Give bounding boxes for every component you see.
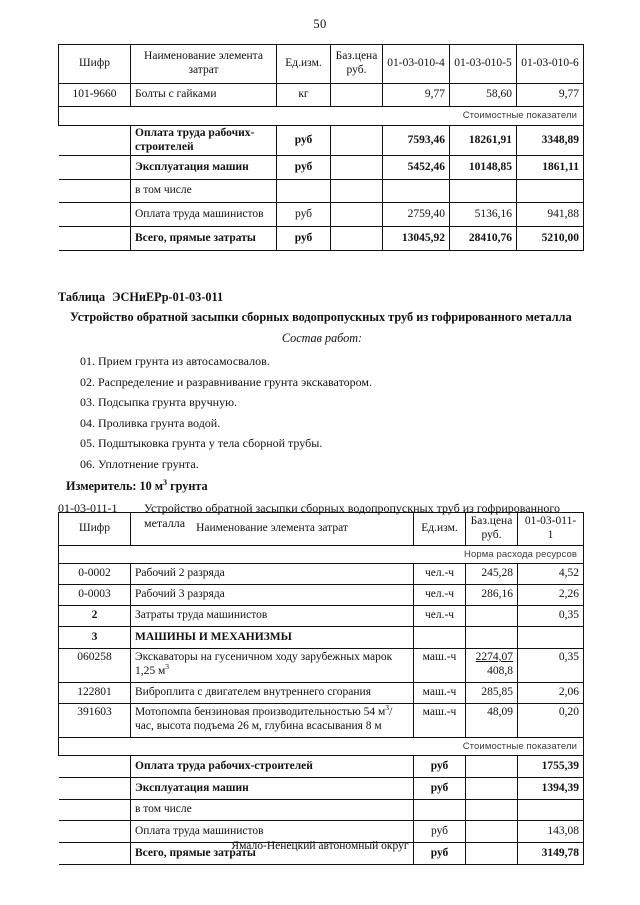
measurement-value-pre: 10 м — [139, 478, 164, 493]
cell-value-1: 1394,39 — [518, 778, 584, 800]
header-base-price-line2: руб. — [346, 64, 367, 76]
cell-unit: руб — [414, 843, 466, 865]
cell-base-price — [331, 126, 383, 156]
cell-base-price-main: 2274,07 — [475, 651, 513, 663]
header-name: Наименование элемента затрат — [131, 45, 277, 84]
cell-base-price: 245,28 — [466, 564, 518, 585]
work-item: 03. Подсыпка грунта вручную. — [80, 395, 238, 409]
cell-value-1: 4,52 — [518, 564, 584, 585]
cell-base-price — [466, 649, 518, 683]
cell-value-3: 1861,11 — [517, 156, 584, 180]
cell-unit: маш.-ч — [414, 683, 466, 704]
cell-value-1: 0,35 — [518, 649, 584, 683]
measurement-value-sup: 3 — [163, 477, 168, 487]
cell-name: в том числе — [131, 180, 277, 203]
table-row — [59, 126, 584, 156]
cell-code: 2 — [59, 606, 131, 627]
cell-unit: кг — [277, 84, 331, 107]
cell-base-price: 286,16 — [466, 585, 518, 606]
cell-value-1: 0,20 — [518, 704, 584, 738]
norm-consumption-label: Норма расхода ресурсов — [59, 546, 584, 564]
table-1-container — [58, 44, 583, 251]
cell-value-3: 941,88 — [517, 203, 584, 227]
section-table-code: ЭСНиЕРр-01-03-011 — [112, 290, 224, 304]
cell-value-2 — [450, 180, 517, 203]
cell-name: Всего, прямые затраты — [131, 843, 414, 865]
header-name: Наименование элемента затрат — [131, 513, 414, 546]
cell-name-pre: Экскаваторы на гусеничном ходу зарубежных марок 1,25 м — [135, 651, 393, 677]
cell-code — [59, 778, 131, 800]
cost-indicators-label: Стоимостные показатели — [59, 107, 584, 126]
cell-name: Болты с гайками — [131, 84, 277, 107]
cell-unit — [414, 627, 466, 649]
header-col-1: 01-03-010-4 — [383, 45, 450, 84]
header-base-price-line2: руб. — [481, 529, 502, 541]
cell-name-post: /час, высота подъема 26 м, глубина всасывания 8 м — [135, 706, 393, 732]
norm-code: 01-03-011-1 — [58, 500, 118, 515]
table-row — [59, 180, 584, 203]
cell-value-1: 2759,40 — [383, 203, 450, 227]
header-unit: Ед.изм. — [414, 513, 466, 546]
cell-value-1: 5452,46 — [383, 156, 450, 180]
work-item: 06. Уплотнение грунта. — [80, 456, 199, 471]
cell-base-price — [466, 627, 518, 649]
estimate-table-2 — [58, 512, 584, 865]
cell-value-1: 143,08 — [518, 821, 584, 843]
cell-unit: руб — [277, 227, 331, 251]
cell-base-price: 48,09 — [466, 704, 518, 738]
cell-base-price — [331, 156, 383, 180]
cell-name-pre: Мотопомпа бензиновая производительностью 54 м — [135, 706, 386, 718]
cell-value-1: 7593,46 — [383, 126, 450, 156]
cell-name-sup: 3 — [385, 703, 390, 713]
cell-name-sup: 3 — [165, 661, 170, 671]
cell-base-price — [331, 84, 383, 107]
cell-name — [131, 649, 414, 683]
cell-base-price — [331, 180, 383, 203]
table-2-container — [58, 512, 583, 865]
header-col-2: 01-03-010-5 — [450, 45, 517, 84]
cell-unit: руб — [414, 821, 466, 843]
cell-code: 0-0002 — [59, 564, 131, 585]
table-row — [59, 756, 584, 778]
table-header-row — [59, 45, 584, 84]
cell-name: в том числе — [131, 800, 414, 821]
table-row — [59, 227, 584, 251]
table-row — [59, 585, 584, 606]
cell-code: 3 — [59, 627, 131, 649]
cell-unit: руб — [277, 126, 331, 156]
cell-code: 060258 — [59, 649, 131, 683]
header-base-price — [466, 513, 518, 546]
cell-value-1: 9,77 — [383, 84, 450, 107]
section-table-label: Таблица — [58, 290, 106, 304]
cost-indicators-banner — [59, 107, 584, 126]
cell-name: Рабочий 2 разряда — [131, 564, 414, 585]
cell-unit: руб — [414, 756, 466, 778]
table-row — [59, 203, 584, 227]
header-col-1: 01-03-011-1 — [518, 513, 584, 546]
cell-name: Оплата труда машинистов — [131, 203, 277, 227]
cell-code: 391603 — [59, 704, 131, 738]
works-composition-label: Состав работ: — [281, 331, 363, 345]
norm-consumption-banner — [59, 546, 584, 564]
header-base-price-line1: Баз.цена — [335, 50, 378, 63]
header-base-price — [331, 45, 383, 84]
cell-unit — [277, 180, 331, 203]
cost-indicators-label: Стоимостные показатели — [59, 738, 584, 756]
cell-value-1: 2,06 — [518, 683, 584, 704]
cell-value-1: 1755,39 — [518, 756, 584, 778]
measurement-unit-line — [66, 479, 586, 494]
cell-unit: руб — [414, 778, 466, 800]
cell-name: Оплата труда рабочих-строителей — [131, 126, 277, 156]
cell-name: Оплата труда рабочих-строителей — [131, 756, 414, 778]
table-row — [59, 800, 584, 821]
work-item: 04. Проливка грунта водой. — [80, 415, 221, 430]
estimate-table-1 — [58, 44, 584, 251]
cell-name: Эксплуатация машин — [131, 156, 277, 180]
table-row — [59, 778, 584, 800]
table-row — [59, 704, 584, 738]
cell-value-1 — [518, 627, 584, 649]
cell-code: 101-9660 — [59, 84, 131, 107]
cell-code — [59, 800, 131, 821]
cell-name — [131, 704, 414, 738]
header-code: Шифр — [59, 45, 131, 84]
table-row — [59, 627, 584, 649]
cell-value-3: 9,77 — [517, 84, 584, 107]
cell-base-price: 285,85 — [466, 683, 518, 704]
cell-code — [59, 756, 131, 778]
cell-name: Рабочий 3 разряда — [131, 585, 414, 606]
page-number: 50 — [313, 17, 327, 31]
cell-unit: чел.-ч — [414, 585, 466, 606]
cell-code — [59, 156, 131, 180]
cell-unit: чел.-ч — [414, 564, 466, 585]
cell-unit: руб — [277, 203, 331, 227]
cost-indicators-banner — [59, 738, 584, 756]
cell-value-3 — [517, 180, 584, 203]
table-row — [59, 683, 584, 704]
section-title: Устройство обратной засыпки сборных водопропускных труб из гофрированного металла — [70, 310, 572, 324]
cell-value-1 — [383, 180, 450, 203]
cell-base-price — [331, 227, 383, 251]
cell-base-price — [331, 203, 383, 227]
cell-name: МАШИНЫ И МЕХАНИЗМЫ — [131, 627, 414, 649]
measurement-value-post: грунта — [167, 478, 208, 493]
cell-unit: маш.-ч — [414, 649, 466, 683]
cell-unit — [414, 800, 466, 821]
header-code: Шифр — [59, 513, 131, 546]
cell-name: Затраты труда машинистов — [131, 606, 414, 627]
cell-value-2: 18261,91 — [450, 126, 517, 156]
table-row — [59, 564, 584, 585]
section-text-block — [58, 290, 586, 531]
header-col-3: 01-03-010-6 — [517, 45, 584, 84]
cell-code: 122801 — [59, 683, 131, 704]
cell-name: Всего, прямые затраты — [131, 227, 277, 251]
work-item: 01. Прием грунта из автосамосвалов. — [80, 354, 270, 368]
cell-base-price — [466, 606, 518, 627]
cell-unit: руб — [277, 156, 331, 180]
table-row — [59, 606, 584, 627]
cell-value-1 — [518, 800, 584, 821]
cell-value-1: 0,35 — [518, 606, 584, 627]
page-footer: Ямало-Ненецкий автономный округ — [231, 840, 409, 852]
cell-name: Виброплита с двигателем внутреннего сгорания — [131, 683, 414, 704]
cell-name: Оплата труда машинистов — [131, 821, 414, 843]
section-table-heading — [58, 290, 586, 305]
table-row — [59, 156, 584, 180]
measurement-label: Измеритель: — [66, 478, 137, 493]
work-item: 05. Подштыковка грунта у тела сборной трубы. — [80, 436, 323, 450]
cell-value-2: 5136,16 — [450, 203, 517, 227]
cell-code — [59, 203, 131, 227]
cell-unit: чел.-ч — [414, 606, 466, 627]
work-item: 02. Распределение и разравнивание грунта экскаватором. — [80, 374, 373, 389]
cell-value-1: 13045,92 — [383, 227, 450, 251]
cell-value-3: 3348,89 — [517, 126, 584, 156]
cell-base-price — [466, 756, 518, 778]
cell-code: 0-0003 — [59, 585, 131, 606]
cell-name: Эксплуатация машин — [131, 778, 414, 800]
norm-description: Устройство обратной засыпки сборных водопропускных труб из гофрированного металла — [144, 500, 561, 530]
table-row — [59, 84, 584, 107]
header-base-price-line1: Баз.цена — [470, 515, 513, 528]
table-header-row — [59, 513, 584, 546]
cell-value-2: 10148,85 — [450, 156, 517, 180]
table-row — [59, 649, 584, 683]
cell-code — [59, 126, 131, 156]
cell-base-price — [466, 800, 518, 821]
cell-code — [59, 180, 131, 203]
cell-value-1: 2,26 — [518, 585, 584, 606]
cell-value-3: 5210,00 — [517, 227, 584, 251]
cell-code — [59, 227, 131, 251]
header-unit: Ед.изм. — [277, 45, 331, 84]
cell-value-2: 58,60 — [450, 84, 517, 107]
cell-value-2: 28410,76 — [450, 227, 517, 251]
cell-base-price — [466, 778, 518, 800]
cell-unit: маш.-ч — [414, 704, 466, 738]
cell-value-1: 3149,78 — [518, 843, 584, 865]
cell-base-price-sub: 408,8 — [487, 664, 513, 677]
